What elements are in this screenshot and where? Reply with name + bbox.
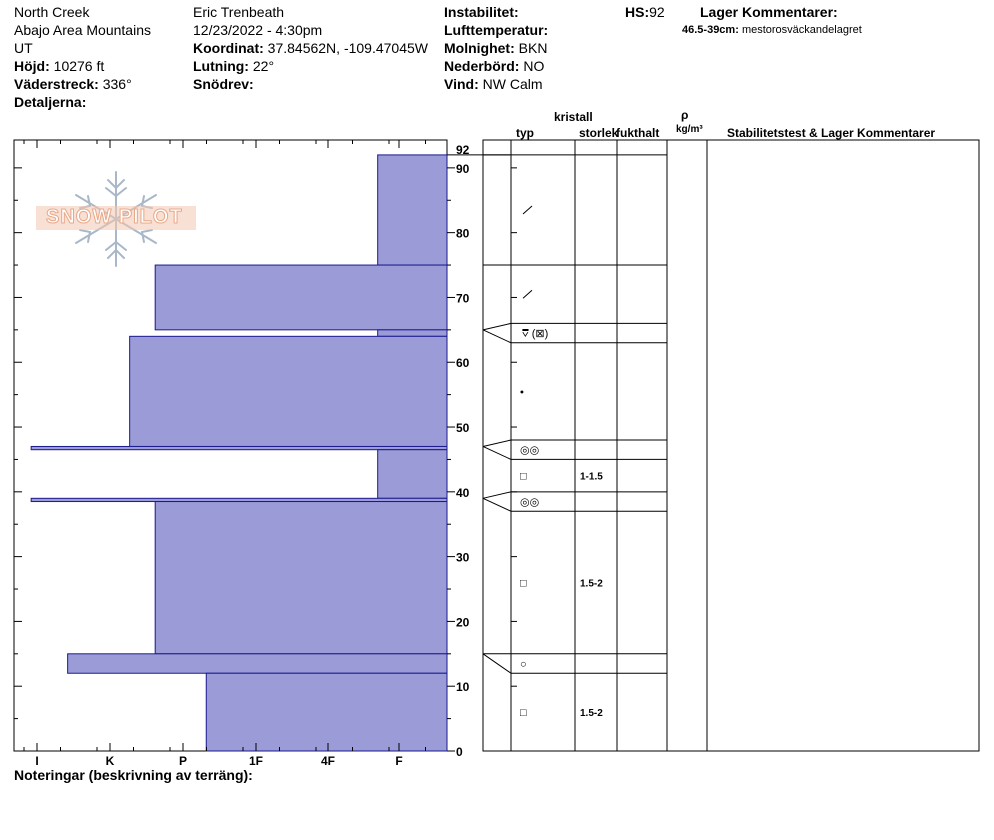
type-header: typ <box>516 126 534 140</box>
density-header: kg/m³ <box>676 124 703 135</box>
hardness-bar <box>378 155 447 265</box>
moisture-header: fukthalt <box>616 126 660 140</box>
logo-text: SNOW PILOT <box>46 206 183 228</box>
y-tick-label: 50 <box>456 421 470 436</box>
grain-symbol: ◎◎ <box>520 496 540 509</box>
grain-symbol <box>523 206 532 214</box>
grain-symbol: □ <box>520 470 527 483</box>
drift-label: Snödrev: <box>193 76 254 92</box>
layer-comment-text: mestorosväckandelagret <box>741 24 862 36</box>
location-name: North Creek <box>14 4 90 20</box>
notes-label: Noteringar (beskrivning av terräng): <box>14 767 253 783</box>
hs-value: 92 <box>649 4 665 20</box>
hardness-bar <box>378 450 447 499</box>
hs-tick-label: 92 <box>456 142 470 157</box>
grain-symbol: ○ <box>520 658 527 671</box>
hs-label: HS: <box>625 4 650 20</box>
y-tick-label: 70 <box>456 291 470 306</box>
cloud-label: Molnighet: <box>444 40 515 56</box>
hardness-bar <box>155 502 447 654</box>
y-tick-label: 60 <box>456 356 470 371</box>
layer-connector <box>483 492 511 498</box>
x-tick-label: 1F <box>248 754 264 768</box>
grain-size: 1-1.5 <box>580 471 603 483</box>
x-tick-label: P <box>178 754 188 768</box>
y-tick-label: 30 <box>456 550 470 565</box>
size-header: storlek <box>579 126 619 140</box>
hardness-bar <box>378 330 447 336</box>
aspect-label: Väderstreck: <box>14 76 99 92</box>
state-name: UT <box>14 40 33 56</box>
crystal-header: kristall <box>554 110 593 124</box>
grain-size: 1.5-2 <box>580 578 603 590</box>
stability-header: Stabilitetstest & Lager Kommentarer <box>727 126 936 140</box>
cloud-value: BKN <box>518 40 548 56</box>
aspect-value: 336° <box>102 76 132 92</box>
x-tick-label: K <box>105 754 115 768</box>
airtemp-label: Lufttemperatur: <box>444 22 549 38</box>
layer-comments-label: Lager Kommentarer: <box>700 4 838 20</box>
observer-name: Eric Trenbeath <box>193 4 285 20</box>
y-tick-label: 10 <box>456 680 470 695</box>
layer-connector <box>483 654 511 673</box>
layer-connector <box>483 323 511 329</box>
layer-connector <box>483 498 511 511</box>
grain-size: 1.5-2 <box>580 708 603 720</box>
elevation-value: 10276 ft <box>53 58 105 74</box>
grain-symbol: ⩢ (⊠) <box>522 328 549 341</box>
details-label: Detaljerna: <box>14 94 87 110</box>
hardness-bar <box>206 673 447 751</box>
x-tick-label: F <box>395 754 403 768</box>
x-tick-label: 4F <box>320 754 336 768</box>
grain-symbol <box>523 290 532 298</box>
slope-value: 22° <box>252 58 275 74</box>
coordinate-value: 37.84562N, -109.47045W <box>267 40 428 56</box>
layer-table-frame <box>483 140 979 751</box>
x-tick-label: I <box>35 754 39 768</box>
y-tick-label: 90 <box>456 161 470 176</box>
range-name: Abajo Area Mountains <box>14 22 151 38</box>
elevation-label: Höjd: <box>14 58 50 74</box>
coordinate-label: Koordinat: <box>193 40 264 56</box>
grain-symbol: ◎◎ <box>520 444 540 457</box>
grain-symbol: □ <box>520 577 527 590</box>
y-tick-label: 20 <box>456 615 470 630</box>
layer-connector <box>483 440 511 446</box>
y-tick-label: 0 <box>456 745 463 759</box>
hardness-bar <box>68 654 447 673</box>
wind-label: Vind: <box>444 76 479 92</box>
layer-connector <box>483 446 511 459</box>
rho-header: ρ <box>681 108 689 122</box>
hardness-bar <box>155 265 447 330</box>
precip-label: Nederbörd: <box>444 58 520 74</box>
y-tick-label: 80 <box>456 226 470 241</box>
observation-datetime: 12/23/2022 - 4:30pm <box>193 22 323 38</box>
y-tick-label: 40 <box>456 485 470 500</box>
grain-symbol: □ <box>520 707 527 720</box>
wind-value: NW Calm <box>482 76 543 92</box>
layer-connector <box>483 330 511 343</box>
precip-value: NO <box>523 58 545 74</box>
slope-label: Lutning: <box>193 58 249 74</box>
hardness-bar <box>130 336 447 446</box>
instability-label: Instabilitet: <box>444 4 519 20</box>
grain-symbol: • <box>520 386 524 399</box>
layer-comment-range: 46.5-39cm: <box>682 24 739 36</box>
